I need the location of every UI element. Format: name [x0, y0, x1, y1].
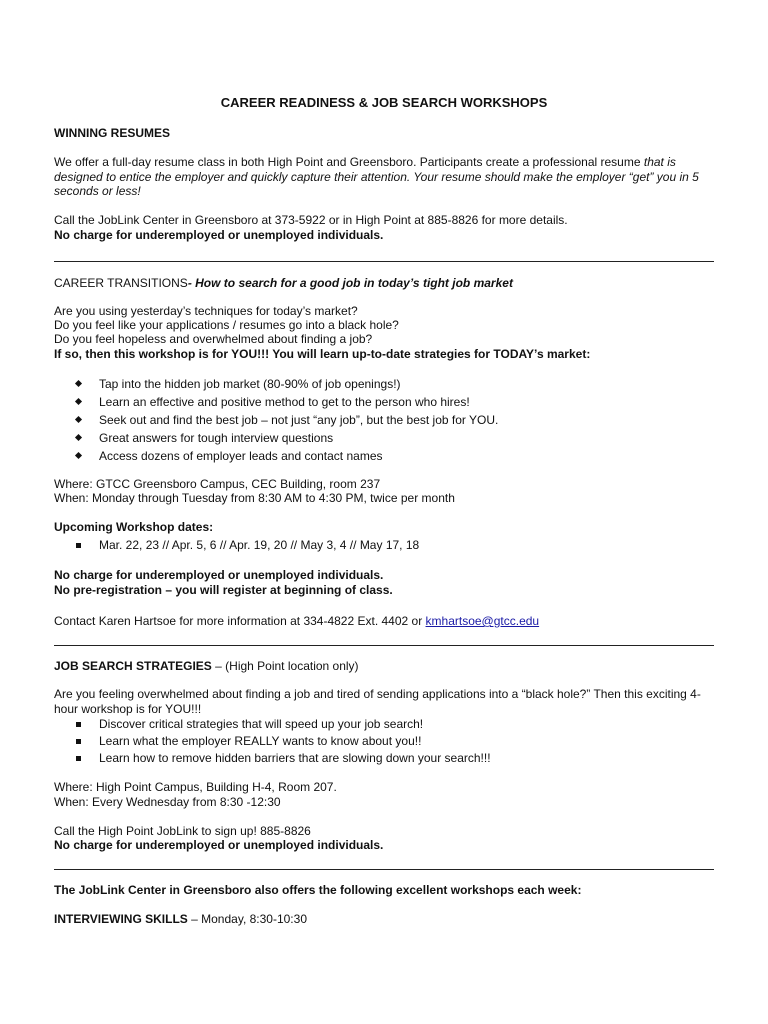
list-item: Learn an effective and positive method to get to the person who hires! — [74, 393, 714, 411]
job-search-where: Where: High Point Campus, Building H-4, Room 207. — [54, 780, 337, 794]
job-search-heading-line — [54, 659, 714, 674]
job-search-intro: Are you feeling overwhelmed about finding a job and tired of sending applications into a “black hole?” Then this exciting 4-hour workshop is for YOU!!! — [54, 687, 701, 716]
list-item: Mar. 22, 23 // Apr. 5, 6 // Apr. 19, 20 // May 3, 4 // May 17, 18 — [74, 537, 714, 554]
list-item: Learn how to remove hidden barriers that are slowing down your search!!! — [74, 750, 714, 767]
interviewing-skills-heading: INTERVIEWING SKILLS — [54, 912, 188, 926]
list-item: Access dozens of employer leads and contact names — [74, 447, 714, 465]
job-search-heading: JOB SEARCH STRATEGIES — [54, 659, 212, 673]
section-divider — [54, 645, 714, 646]
career-transitions-no-preregistration: No pre-registration – you will register at beginning of class. — [54, 583, 393, 597]
winning-resumes-intro — [54, 155, 714, 199]
career-transitions-pitch: If so, then this workshop is for YOU!!! You will learn up-to-date strategies for TODAY’s market: — [54, 347, 591, 361]
winning-resumes-contact: Call the JobLink Center in Greensboro at 373-5922 or in High Point at 885-8826 for more details. — [54, 213, 568, 227]
winning-resumes-intro-text: We offer a full-day resume class in both High Point and Greensboro. Participants create a professional resume — [54, 155, 644, 169]
career-transitions-contact — [54, 614, 714, 629]
section-divider — [54, 261, 714, 262]
list-item: Seek out and find the best job – not just “any job”, but the best job for YOU. — [74, 411, 714, 429]
interviewing-skills-time: – Monday, 8:30-10:30 — [187, 912, 307, 926]
career-transitions-question-1: Are you using yesterday’s techniques for today’s market? — [54, 304, 358, 318]
section-divider — [54, 869, 714, 870]
career-transitions-benefits-list — [74, 375, 714, 465]
career-transitions-where: Where: GTCC Greensboro Campus, CEC Building, room 237 — [54, 477, 381, 491]
winning-resumes-no-charge: No charge for underemployed or unemployed individuals. — [54, 228, 384, 242]
career-transitions-heading-line — [54, 276, 714, 291]
job-search-call: Call the High Point JobLink to sign up! 885-8826 — [54, 824, 311, 838]
upcoming-dates-list — [74, 537, 714, 554]
list-item: Discover critical strategies that will speed up your job search! — [74, 716, 714, 733]
contact-email-link[interactable]: kmhartsoe@gtcc.edu — [425, 614, 540, 628]
job-search-benefits-list — [74, 716, 714, 767]
career-transitions-heading: CAREER TRANSITIONS — [54, 276, 188, 290]
career-transitions-no-charge: No charge for underemployed or unemployed individuals. — [54, 568, 384, 582]
winning-resumes-intro-italic: that is designed to entice the employer and quickly capture their attention. Your resume should make the employer “get” you in 5 seconds or less! — [54, 155, 699, 198]
list-item: Great answers for tough interview questions — [74, 429, 714, 447]
page-title: CAREER READINESS & JOB SEARCH WORKSHOPS — [220, 95, 548, 110]
winning-resumes-heading: WINNING RESUMES — [54, 126, 171, 140]
career-transitions-subheading: - How to search for a good job in today’s tight job market — [187, 276, 513, 290]
list-item: Learn what the employer REALLY wants to know about you!! — [74, 733, 714, 750]
career-transitions-question-3: Do you feel hopeless and overwhelmed about finding a job? — [54, 332, 373, 346]
job-search-subheading: – (High Point location only) — [211, 659, 359, 673]
career-transitions-when: When: Monday through Tuesday from 8:30 AM to 4:30 PM, twice per month — [54, 491, 455, 505]
joblink-intro: The JobLink Center in Greensboro also offers the following excellent workshops each week: — [54, 883, 582, 897]
job-search-when: When: Every Wednesday from 8:30 -12:30 — [54, 795, 281, 809]
career-transitions-question-2: Do you feel like your applications / resumes go into a black hole? — [54, 318, 399, 332]
list-item: Tap into the hidden job market (80-90% of job openings!) — [74, 375, 714, 393]
job-search-no-charge: No charge for underemployed or unemployed individuals. — [54, 838, 384, 852]
upcoming-dates-heading: Upcoming Workshop dates: — [54, 520, 214, 534]
career-transitions-contact-text: Contact Karen Hartsoe for more information at 334-4822 Ext. 4402 or — [54, 614, 426, 628]
interviewing-skills-line — [54, 912, 714, 927]
